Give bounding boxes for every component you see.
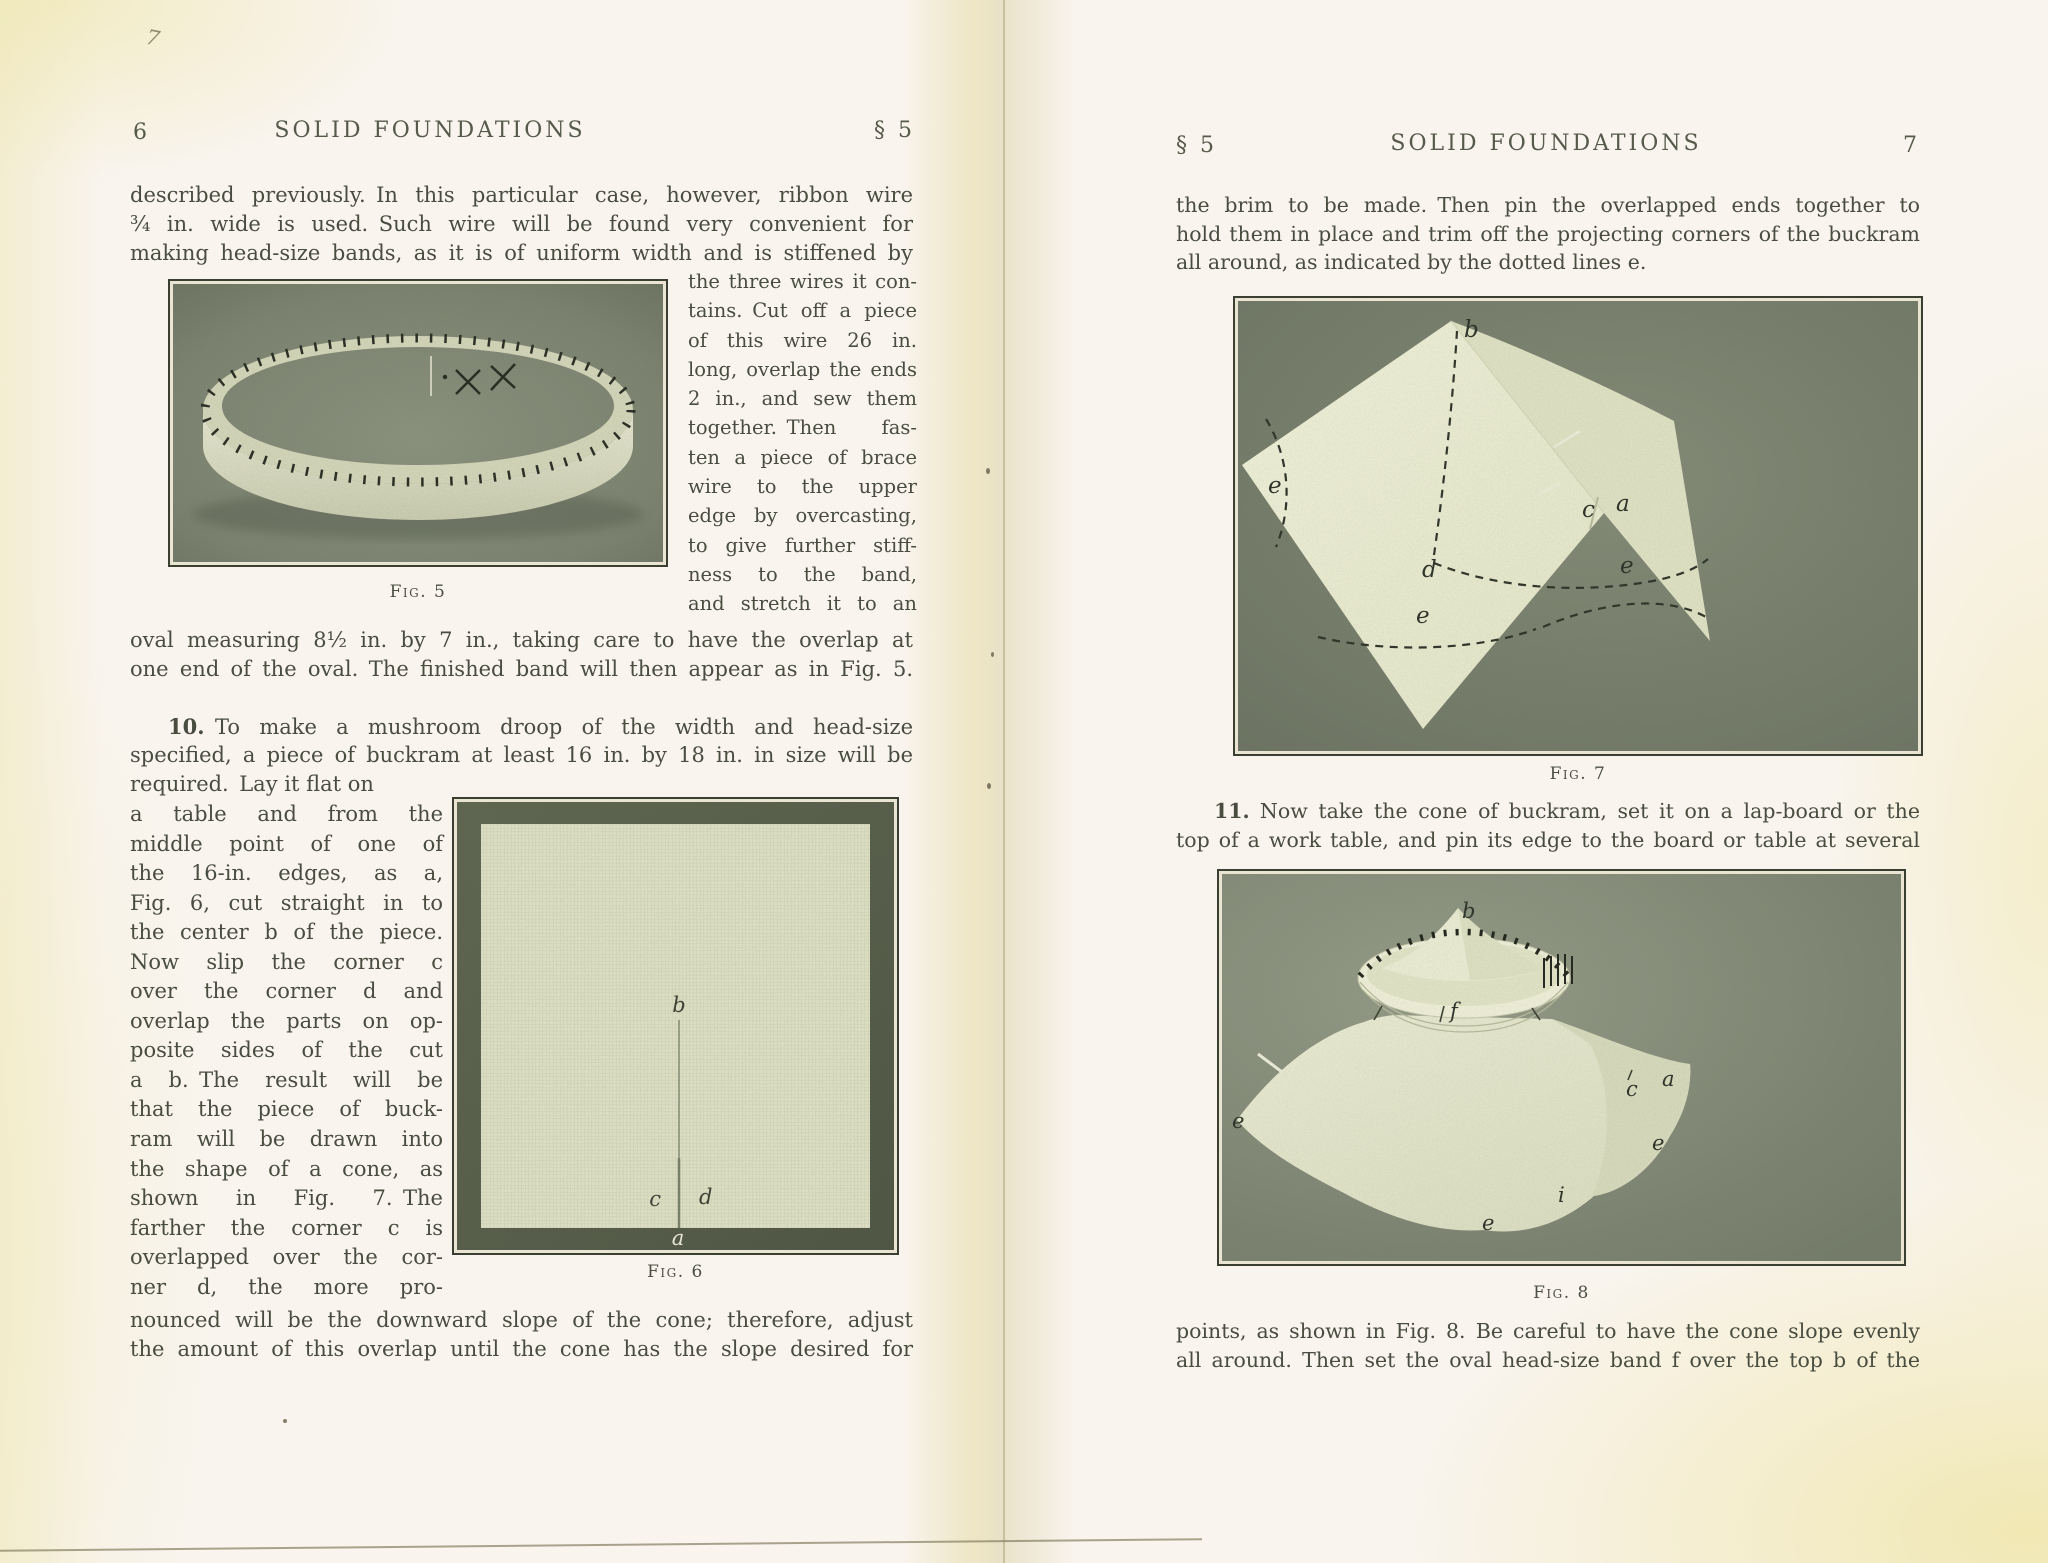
text-line: ¾ in. wide is used. Such wire will be found very convenient for xyxy=(130,212,913,236)
paragraph-oval-measuring xyxy=(130,626,913,684)
text-line: of this wire 26 in. xyxy=(688,328,917,352)
paragraph-text: To make a mushroom droop of the width and head-size xyxy=(204,715,913,739)
text-line: over the corner d and xyxy=(130,979,443,1004)
text-line: tains. Cut off a piece xyxy=(688,299,917,323)
text-line: shown in Fig. 7. The xyxy=(130,1186,443,1211)
text-line: Now slip the corner c xyxy=(130,949,443,974)
paragraph-number: 11. xyxy=(1214,799,1250,823)
binding-stitch xyxy=(991,652,994,657)
text-line: that the piece of buck- xyxy=(130,1097,443,1122)
text-line: wire to the upper xyxy=(688,475,917,499)
paragraph-brim-last-line: all around, as indicated by the dotted lines e. xyxy=(1176,250,1647,274)
text-line: the brim to be made. Then pin the overlapped ends together to xyxy=(1176,193,1920,217)
text-line: making head-size bands, as it is of uniform width and is stiffened by xyxy=(130,241,913,265)
text-line: ner d, the more pro- xyxy=(130,1274,443,1299)
running-title: SOLID FOUNDATIONS xyxy=(274,118,586,143)
text-line: the center b of the piece. xyxy=(130,920,443,945)
buckram-square-illustration xyxy=(457,802,894,1250)
text-line: 2 in., and sew them xyxy=(688,387,917,411)
text-line: a table and from the xyxy=(130,802,443,826)
text-line: ten a piece of brace xyxy=(688,445,917,469)
figure-6-caption: Fig. 6 xyxy=(647,1262,704,1282)
text-line: the 16-in. edges, as a, xyxy=(130,861,443,886)
buckram-cone-illustration xyxy=(1238,301,1918,751)
text-line: a b. The result will be xyxy=(130,1067,443,1092)
figure-6-photo xyxy=(452,797,899,1255)
text-line: nounced will be the downward slope of the cone; therefore, adjust xyxy=(130,1308,913,1332)
paragraph-ribbon-wire xyxy=(130,181,913,268)
text-line: middle point of one of xyxy=(130,831,443,856)
figure-8-caption: Fig. 8 xyxy=(1533,1283,1590,1303)
section-number: § 5 xyxy=(1176,133,1217,158)
text-line: Fig. 6, cut straight in to xyxy=(130,890,443,915)
binding-stitch xyxy=(987,783,991,789)
pencil-mark: 7 xyxy=(143,24,162,52)
text-line: one end of the oval. The finished band will then appear as in Fig. 5. xyxy=(130,657,913,681)
figure-5-caption: Fig. 5 xyxy=(389,582,447,602)
figure-7-photo xyxy=(1233,296,1923,756)
text-line: overlapped over the cor- xyxy=(130,1245,443,1270)
page-number: 6 xyxy=(133,120,150,145)
text-line: described previously. In this particular case, however, ribbon wire xyxy=(130,183,913,207)
text-line: long, overlap the ends xyxy=(688,357,917,381)
text-line: ness to the band, xyxy=(688,562,917,586)
paragraph-brim xyxy=(1176,191,1920,248)
wire-band-illustration xyxy=(173,284,663,562)
text-line: overlap the parts on op- xyxy=(130,1008,443,1033)
pinned-cone-with-band-illustration xyxy=(1222,874,1901,1261)
text-line: together. Then fas- xyxy=(688,416,917,440)
text-line: edge by overcasting, xyxy=(688,504,917,528)
text-line: the three wires it con- xyxy=(688,270,917,293)
page-number: 7 xyxy=(1903,133,1920,158)
text-line: the amount of this overlap until the cone has the slope desired for xyxy=(130,1337,913,1361)
figure-5-photo xyxy=(168,279,668,567)
text-line: the shape of a cone, as xyxy=(130,1156,443,1181)
paragraph-points xyxy=(1176,1317,1920,1374)
paragraph-11-line-1 xyxy=(1176,797,1920,826)
gutter-crease xyxy=(1003,0,1005,1563)
text-line: and stretch it to an xyxy=(688,592,917,616)
text-line: posite sides of the cut xyxy=(130,1038,443,1063)
paragraph-10-line-2: specified, a piece of buckram at least 16 in. by 18 in. in size will be xyxy=(130,743,913,767)
paragraph-10-line-1 xyxy=(130,712,913,742)
text-line: to give further stiff- xyxy=(688,533,917,557)
section-number: § 5 xyxy=(874,118,915,143)
column-beside-figure-6 xyxy=(130,800,443,1302)
running-title: SOLID FOUNDATIONS xyxy=(1390,131,1702,156)
text-line: oval measuring 8½ in. by 7 in., taking care to have the overlap at xyxy=(130,628,913,652)
column-beside-figure-5 xyxy=(688,267,917,619)
text-line: ram will be drawn into xyxy=(130,1127,443,1152)
text-line: all around. Then set the oval head-size band f over the top b of the xyxy=(1176,1347,1920,1372)
paragraph-11-line-2: top of a work table, and pin its edge to the board or table at several xyxy=(1176,828,1920,852)
text-line: farther the corner c is xyxy=(130,1215,443,1240)
binding-stitch xyxy=(986,468,990,474)
paragraph-text: Now take the cone of buckram, set it on a lap-board or the xyxy=(1249,799,1920,823)
text-line: points, as shown in Fig. 8. Be careful to have the cone slope evenly xyxy=(1176,1319,1920,1343)
paragraph-10-line-3: required. Lay it flat on xyxy=(130,772,374,796)
figure-8-photo xyxy=(1217,869,1906,1266)
paragraph-10-tail xyxy=(130,1306,913,1364)
text-line: hold them in place and trim off the projecting corners of the buckram xyxy=(1176,221,1920,246)
page-bottom-edge xyxy=(0,1538,1202,1552)
paragraph-number: 10. xyxy=(168,714,205,739)
figure-7-caption: Fig. 7 xyxy=(1549,764,1607,784)
paper-speck xyxy=(283,1419,287,1423)
